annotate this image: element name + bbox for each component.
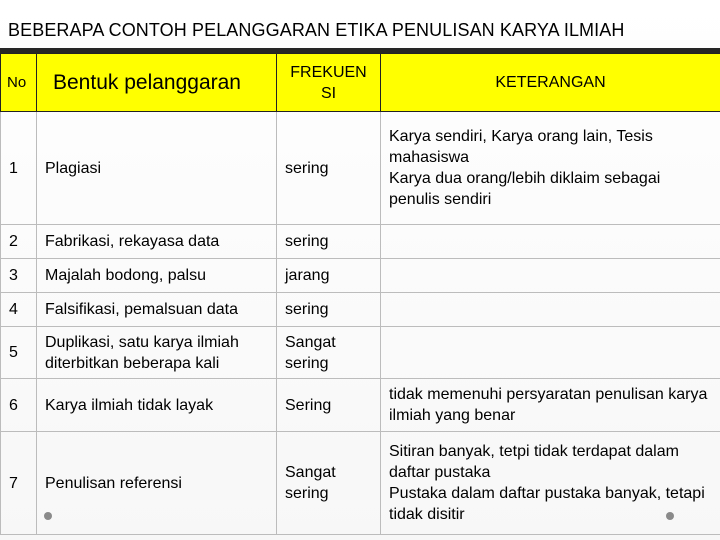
row-no: 6 bbox=[1, 379, 37, 432]
table-row bbox=[1, 432, 720, 535]
table-row bbox=[1, 112, 720, 225]
row-bentuk: Karya ilmiah tidak layak bbox=[37, 379, 277, 432]
row-bentuk: Duplikasi, satu karya ilmiah diterbitkan beberapa kali bbox=[37, 327, 277, 379]
keterangan-line: Sitiran banyak, tetpi tidak terdapat dalam daftar pustaka bbox=[389, 443, 679, 481]
row-no: 1 bbox=[1, 112, 37, 225]
decorative-dot-right bbox=[666, 512, 674, 520]
keterangan-line: tidak memenuhi persyaratan penulisan karya ilmiah yang benar bbox=[389, 386, 708, 424]
row-frekuensi: Sangat sering bbox=[277, 327, 381, 379]
row-frekuensi: sering bbox=[277, 293, 381, 327]
header-no: No bbox=[1, 54, 37, 112]
table-row bbox=[1, 379, 720, 432]
row-no: 5 bbox=[1, 327, 37, 379]
table-row bbox=[1, 259, 720, 293]
table-row bbox=[1, 225, 720, 259]
row-frekuensi: jarang bbox=[277, 259, 381, 293]
row-bentuk: Fabrikasi, rekayasa data bbox=[37, 225, 277, 259]
keterangan-line: Pustaka dalam daftar pustaka banyak, tetapi tidak disitir bbox=[389, 485, 705, 523]
row-no: 7 bbox=[1, 432, 37, 535]
row-no: 4 bbox=[1, 293, 37, 327]
table-row bbox=[1, 293, 720, 327]
header-frekuensi-line2: SI bbox=[320, 84, 337, 102]
row-keterangan bbox=[381, 379, 720, 432]
keterangan-line: Karya sendiri, Karya orang lain, Tesis mahasiswa bbox=[389, 128, 653, 166]
table-row bbox=[1, 327, 720, 379]
row-frekuensi: Sering bbox=[277, 379, 381, 432]
header-frekuensi-line1: FREKUEN bbox=[290, 63, 367, 81]
row-no: 3 bbox=[1, 259, 37, 293]
header-bentuk-pelanggaran: Bentuk pelanggaran bbox=[37, 54, 277, 112]
keterangan-line: Karya dua orang/lebih diklaim sebagai penulis sendiri bbox=[389, 170, 661, 208]
row-bentuk: Plagiasi bbox=[37, 112, 277, 225]
row-bentuk: Falsifikasi, pemalsuan data bbox=[37, 293, 277, 327]
header-frekuensi bbox=[277, 54, 381, 112]
slide-title: BEBERAPA CONTOH PELANGGARAN ETIKA PENULISAN KARYA ILMIAH bbox=[8, 20, 625, 40]
table-header-row bbox=[1, 54, 720, 112]
row-frekuensi: Sangat sering bbox=[277, 432, 381, 535]
row-bentuk: Penulisan referensi bbox=[37, 432, 277, 535]
decorative-dot-left bbox=[44, 512, 52, 520]
row-no: 2 bbox=[1, 225, 37, 259]
row-keterangan bbox=[381, 112, 720, 225]
row-keterangan bbox=[381, 259, 720, 293]
row-keterangan bbox=[381, 293, 720, 327]
row-frekuensi: sering bbox=[277, 112, 381, 225]
header-keterangan: KETERANGAN bbox=[381, 54, 720, 112]
row-bentuk: Majalah bodong, palsu bbox=[37, 259, 277, 293]
row-keterangan bbox=[381, 225, 720, 259]
row-keterangan bbox=[381, 327, 720, 379]
row-frekuensi: sering bbox=[277, 225, 381, 259]
violations-table bbox=[0, 53, 720, 535]
